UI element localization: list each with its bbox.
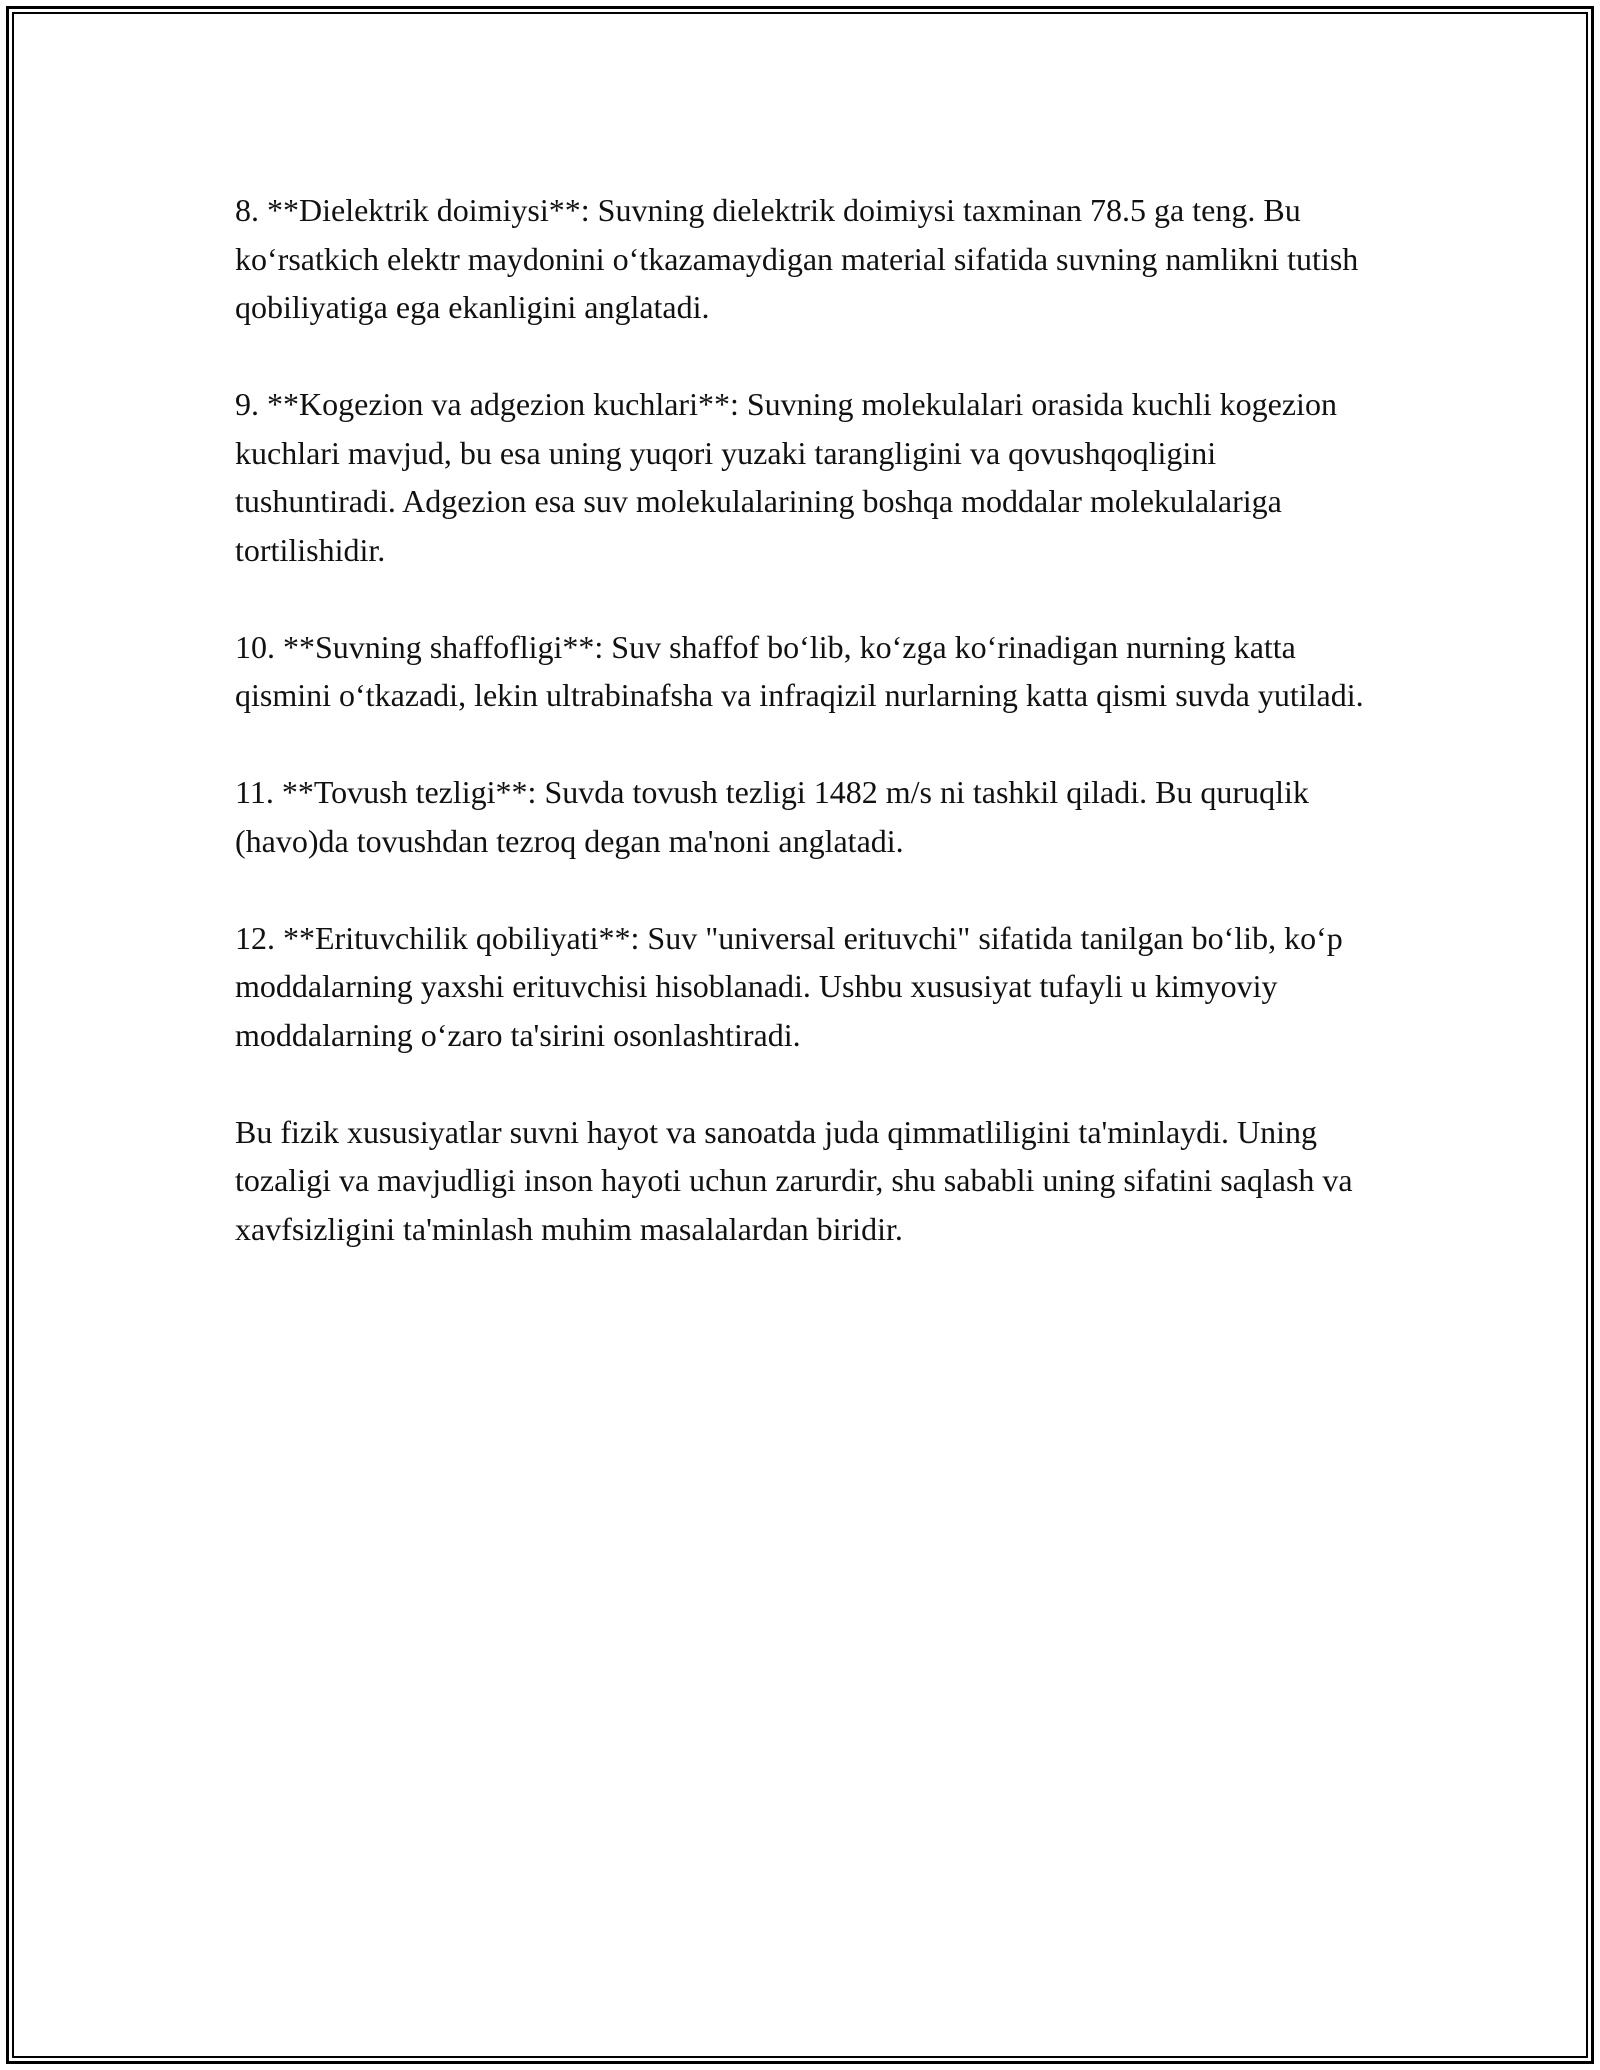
paragraph-dielectric-constant: 8. **Dielektrik doimiysi**: Suvning dielektrik doimiysi taxminan 78.5 ga teng. Bu ko‘rsatkich elektr maydonini o‘tkazamaydigan material sifatida suvning namlikni tutish qobiliyatiga ega ekanligini anglatadi. (235, 192, 1359, 325)
document-body (235, 186, 1365, 1253)
paragraph-sound-speed: 11. **Tovush tezligi**: Suvda tovush tezligi 1482 m/s ni tashkil qiladi. Bu quruqlik (havo)da tovushdan tezroq degan ma'noni anglatadi. (235, 774, 1309, 859)
paragraph-solvent-ability: 12. **Erituvchilik qobiliyati**: Suv "universal erituvchi" sifatida tanilgan bo‘lib, ko‘p moddalarning yaxshi erituvchisi hisoblanadi. Ushbu xususiyat tufayli u kimyoviy moddalarning o‘zaro ta'sirini osonlashtiradi. (235, 919, 1343, 1053)
paragraph-cohesion-adhesion: 9. **Kogezion va adgezion kuchlari**: Suvning molekulalari orasida kuchli kogezion kuchlari mavjud, bu esa uning yuqori yuzaki tarangligini va qovushqoqligini tushuntiradi. Adgezion esa suv molekulalarining boshqa moddalar molekulalariga tortilishidir. (235, 386, 1337, 568)
paragraph-conclusion: Bu fizik xususiyatlar suvni hayot va sanoatda juda qimmatliligini ta'minlaydi. Uning tozaligi va mavjudligi inson hayoti uchun zarurdir, shu sababli uning sifatini saqlash va xavfsizligini ta'minlash muhim masalalardan biridir. (235, 1113, 1353, 1247)
paragraph-transparency: 10. **Suvning shaffofligi**: Suv shaffof bo‘lib, ko‘zga ko‘rinadigan nurning katta qismini o‘tkazadi, lekin ultrabinafsha va infraqizil nurlarning katta qismi suvda yutiladi. (235, 628, 1364, 713)
